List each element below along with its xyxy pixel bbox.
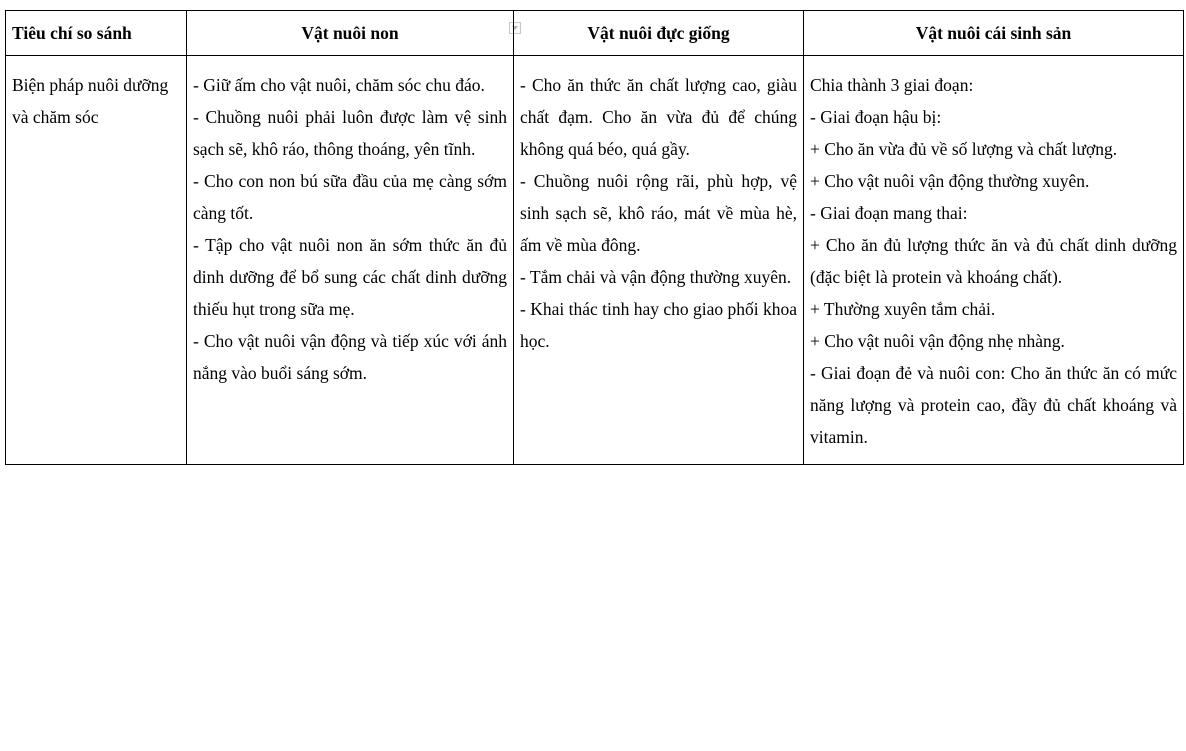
list-item: - Giai đoạn hậu bị:	[810, 107, 942, 127]
list-item: - Tập cho vật nuôi non ăn sớm thức ăn đủ dinh dưỡng để bổ sung các chất dinh dưỡng thiếu hụt trong sữa mẹ.	[193, 235, 507, 319]
list-item: - Khai thác tinh hay cho giao phối khoa học.	[520, 299, 798, 351]
cell-breeding-males	[514, 56, 804, 465]
header-breeding-males: Vật nuôi đực giống	[514, 11, 804, 56]
list-item: + Cho vật nuôi vận động nhẹ nhàng.	[810, 331, 1065, 351]
list-item: - Cho con non bú sữa đầu của mẹ càng sớm càng tốt.	[193, 171, 507, 223]
list-item: - Giữ ấm cho vật nuôi, chăm sóc chu đáo.	[193, 75, 485, 95]
cell-young-animals	[187, 56, 514, 465]
header-young-animals: Vật nuôi non	[187, 11, 514, 56]
list-item: - Cho vật nuôi vận động và tiếp xúc với ánh nắng vào buổi sáng sớm.	[193, 331, 507, 383]
list-item: + Cho ăn đủ lượng thức ăn và đủ chất dinh dưỡng (đặc biệt là protein và khoáng chất).	[810, 235, 1177, 287]
list-item: - Tắm chải và vận động thường xuyên.	[520, 267, 792, 287]
table-row	[6, 56, 1184, 465]
cell-breeding-females	[804, 56, 1184, 465]
comparison-table	[5, 10, 1184, 465]
list-item: + Cho vật nuôi vận động thường xuyên.	[810, 171, 1090, 191]
list-item: + Thường xuyên tắm chải.	[810, 299, 996, 319]
list-item: - Giai đoạn đẻ và nuôi con: Cho ăn thức ăn có mức năng lượng và protein cao, đầy đủ chất khoáng và vitamin.	[810, 363, 1177, 447]
header-criterion: Tiêu chí so sánh	[6, 11, 187, 56]
list-item: + Cho ăn vừa đủ về số lượng và chất lượng.	[810, 139, 1118, 159]
header-breeding-females: Vật nuôi cái sinh sản	[804, 11, 1184, 56]
list-item: Chia thành 3 giai đoạn:	[810, 75, 974, 95]
list-item: - Cho ăn thức ăn chất lượng cao, giàu chất đạm. Cho ăn vừa đủ để chúng không quá béo, quá gầy.	[520, 75, 797, 159]
list-item: - Giai đoạn mang thai:	[810, 203, 968, 223]
table-header-row	[6, 11, 1184, 56]
cell-criterion: Biện pháp nuôi dưỡng và chăm sóc	[6, 56, 187, 465]
list-item: - Chuồng nuôi phải luôn được làm vệ sinh sạch sẽ, khô ráo, thông thoáng, yên tĩnh.	[193, 107, 507, 159]
list-item: - Chuồng nuôi rộng rãi, phù hợp, vệ sinh sạch sẽ, khô ráo, mát về mùa hè, ấm về mùa đông.	[520, 171, 797, 255]
